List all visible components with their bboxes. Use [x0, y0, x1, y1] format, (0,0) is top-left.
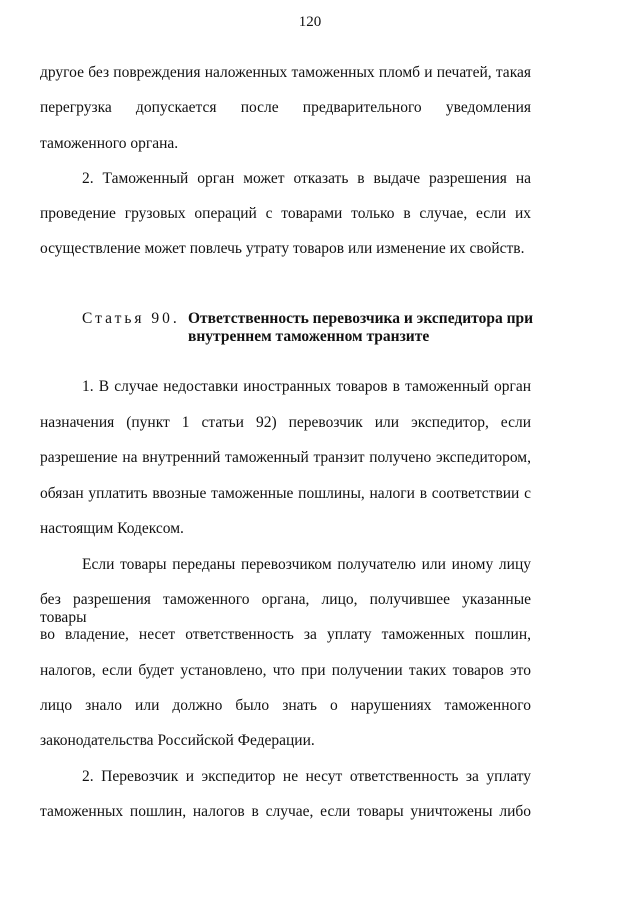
text-line: осуществление может повлечь утрату товаров или изменение их свойств. — [40, 240, 525, 257]
text-line: другое без повреждения наложенных таможенных пломб и печатей, такая — [40, 64, 531, 81]
text-line: Если товары переданы перевозчиком получателю или иному лицу — [82, 556, 531, 573]
text-line: настоящим Кодексом. — [40, 520, 184, 537]
text-line: законодательства Российской Федерации. — [40, 732, 315, 749]
text-line: лицо знало или должно было знать о нарушениях таможенного — [40, 697, 531, 714]
article-title: внутреннем таможенном транзите — [188, 328, 430, 345]
text-line: таможенного органа. — [40, 135, 179, 152]
text-line: таможенных пошлин, налогов в случае, если товары уничтожены либо — [40, 803, 531, 820]
text-line: назначения (пункт 1 статьи 92) перевозчик или экспедитор, если — [40, 414, 531, 431]
article-label: Статья 90. — [82, 310, 180, 327]
text-line: без разрешения таможенного органа, лицо, получившее указанные товары — [40, 591, 531, 626]
text-line: разрешение на внутренний таможенный транзит получено экспедитором, — [40, 449, 531, 466]
text-line: 2. Таможенный орган может отказать в выдаче разрешения на — [82, 170, 531, 187]
text-line: во владение, несет ответственность за уплату таможенных пошлин, — [40, 626, 531, 643]
text-line: обязан уплатить ввозные таможенные пошлины, налоги в соответствии с — [40, 485, 531, 502]
text-line: налогов, если будет установлено, что при получении таких товаров это — [40, 662, 531, 679]
text-line: 1. В случае недоставки иностранных товаров в таможенный орган — [82, 378, 531, 395]
text-line: 2. Перевозчик и экспедитор не несут ответственность за уплату — [82, 768, 531, 785]
text-line: проведение грузовых операций с товарами только в случае, если их — [40, 205, 531, 222]
article-title: Ответственность перевозчика и экспедитора при — [188, 310, 534, 327]
text-line: перегрузка допускается после предварительного уведомления — [40, 99, 531, 116]
page-number: 120 — [298, 14, 322, 30]
